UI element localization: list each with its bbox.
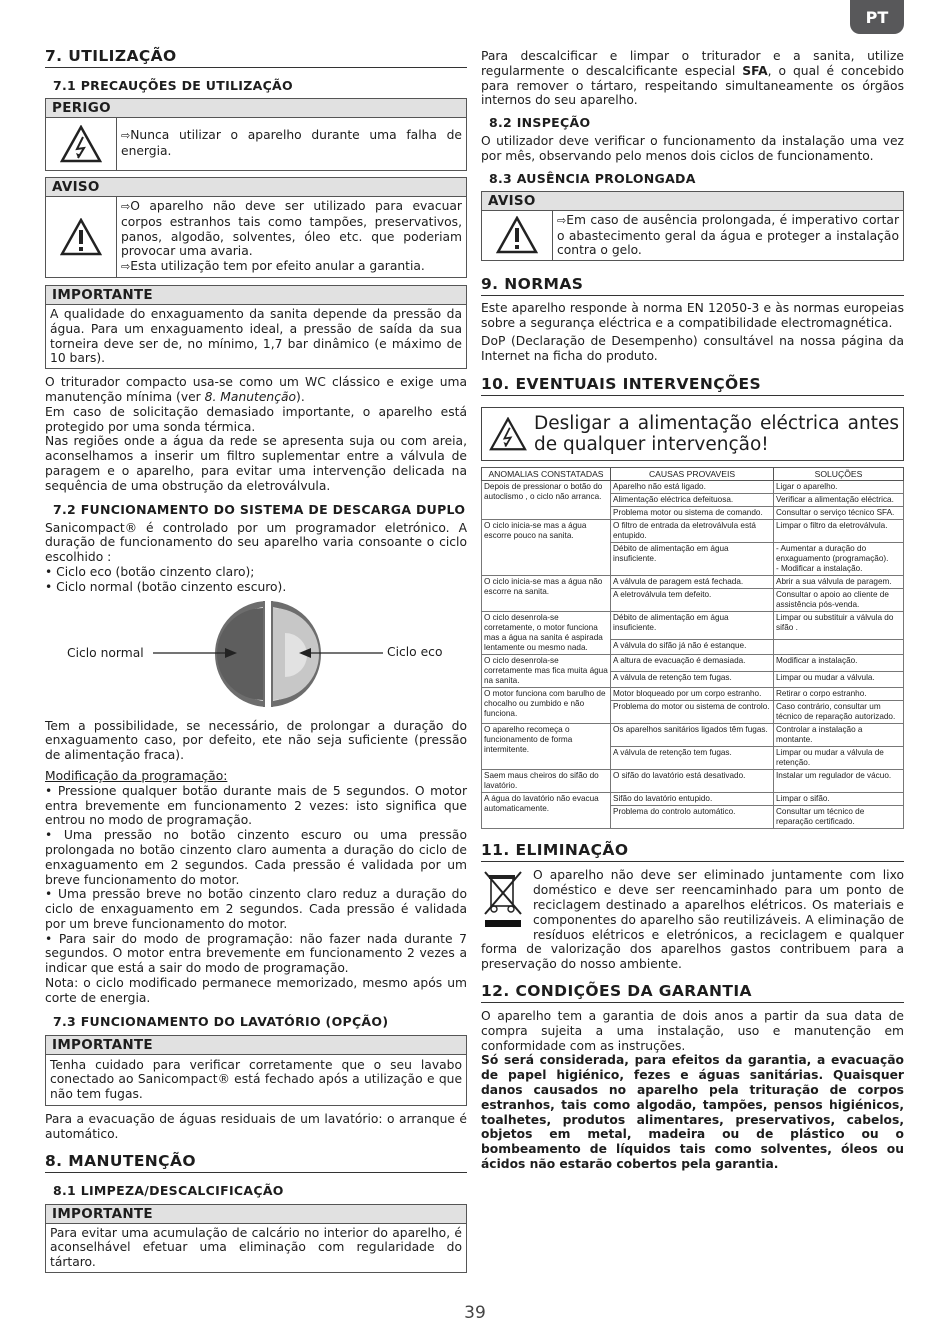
table-header: SOLUÇÕES bbox=[774, 468, 904, 481]
electric-hazard-icon bbox=[46, 118, 117, 170]
paragraph-thermal: Em caso de solicitação demasiado importante, o aparelho está protegido por uma sonda térmica. bbox=[45, 404, 467, 434]
danger-text: ⇨Nunca utilizar o aparelho durante uma falha de energia. bbox=[121, 128, 462, 158]
warning-box-absence bbox=[481, 191, 904, 261]
flush-button-figure bbox=[45, 599, 467, 719]
anomaly-cell: O aparelho recomeça o funcionamento de forma intermitente. bbox=[482, 724, 611, 770]
cycle-normal-label: Ciclo normal bbox=[67, 645, 144, 660]
paragraph-descaling: Para descalcificar e limpar o triturador e a sanita, utilize regularmente o descalcificante especial SFA, o qual é concebido para remover o tártaro, respeitando simultaneamente os órgãos internos do seu aparelho. bbox=[481, 49, 904, 108]
table-row bbox=[482, 688, 904, 701]
table-row bbox=[482, 612, 904, 639]
solution-cell: - Aumentar a duração do enxaguamento (programação). - Modificar a instalação. bbox=[774, 543, 904, 576]
programming-title: Modificação da programação: bbox=[45, 768, 228, 783]
section-9-title: 9. NORMAS bbox=[481, 275, 904, 296]
warning-icon bbox=[482, 211, 553, 260]
list-item: • Ciclo normal (botão cinzento escuro). bbox=[45, 579, 287, 594]
solution-cell: Limpar ou mudar a válvula. bbox=[774, 671, 904, 688]
paragraph-filter: Nas regiões onde a água da rede se apresenta suja ou com areia, aconselhamos a inserir um filtro suplementar entre a válvula de paragem e o aparelho, para evitar uma intervenção delicada na sequência de uma obstrução da eletroválvula. bbox=[45, 434, 467, 493]
cause-cell: O sifão do lavatório está desativado. bbox=[611, 770, 774, 793]
cause-cell: Problema do controlo automático. bbox=[611, 806, 774, 829]
solution-cell: Verificar a alimentação eléctrica. bbox=[774, 494, 904, 507]
important-box-head: IMPORTANTE bbox=[46, 286, 466, 305]
danger-box bbox=[45, 98, 467, 171]
solution-cell: Limpar o sifão. bbox=[774, 793, 904, 806]
power-warning-box bbox=[481, 407, 904, 461]
cause-cell: Sifão do lavatório entupido. bbox=[611, 793, 774, 806]
wheelie-bin-crossed-icon bbox=[481, 868, 527, 932]
important-box-pressure bbox=[45, 285, 467, 369]
solution-cell: Caso contrário, consultar um técnico de reparação autorizado. bbox=[774, 701, 904, 724]
solution-cell: Instalar um regulador de vácuo. bbox=[774, 770, 904, 793]
table-row bbox=[482, 481, 904, 494]
anomaly-cell: O ciclo inicia-se mas a água não escorre na sanita. bbox=[482, 576, 611, 612]
section-10-title: 10. EVENTUAIS INTERVENÇÕES bbox=[481, 375, 904, 396]
anomaly-cell: O ciclo desenrola-se corretamente mas fica muita água na sanita. bbox=[482, 655, 611, 688]
cause-cell: Aparelho não está ligado. bbox=[611, 481, 774, 494]
programming-step-4: • Para sair do modo de programação: não fazer nada durante 7 segundos. O motor entra brevemente em funcionamento 2 vezes a indicar que está a sair do modo de programação. bbox=[45, 931, 467, 976]
table-body bbox=[482, 481, 904, 829]
cause-cell: A válvula de retenção tem fugas. bbox=[611, 671, 774, 688]
paragraph-usage: O triturador compacto usa-se como um WC clássico e exige uma manutenção mínima (ver 8. Manutenção). bbox=[45, 375, 467, 404]
solution-cell: Retirar o corpo estranho. bbox=[774, 688, 904, 701]
anomaly-cell: Saem maus cheiros do sifão do lavatório. bbox=[482, 770, 611, 793]
anomaly-cell: O motor funciona com barulho de chocalho ou zumbido e não funciona. bbox=[482, 688, 611, 724]
solution-cell: Limpar ou mudar a válvula de retenção. bbox=[774, 747, 904, 770]
table-row bbox=[482, 724, 904, 747]
solution-cell bbox=[774, 639, 904, 655]
anomaly-cell: A água do lavatório não evacua automaticamente. bbox=[482, 793, 611, 829]
section-8-3-title: 8.3 AUSÊNCIA PROLONGADA bbox=[489, 170, 696, 186]
paragraph-standards: Este aparelho responde à norma EN 12050-3 e às normas europeias sobre a segurança eléctrica e a compatibilidade electromagnética. bbox=[481, 301, 904, 330]
cause-cell: O filtro de entrada da eletroválvula está entupido. bbox=[611, 520, 774, 543]
section-7-3-title: 7.3 FUNCIONAMENTO DO LAVATÓRIO (OPÇÃO) bbox=[53, 1013, 389, 1029]
paragraph-dop: DoP (Declaração de Desempenho) consultável na nossa página da Internet na ficha do produto. bbox=[481, 333, 904, 363]
important-descaling-text: Para evitar uma acumulação de calcário no interior do aparelho, é aconselhável efetuar uma eliminação com regularidade do tártaro. bbox=[50, 1225, 462, 1270]
warning-box-head: AVISO bbox=[46, 178, 466, 197]
paragraph-warranty: O aparelho tem a garantia de dois anos a partir da sua data de compra sujeita a uma instalação, uso e manutenção em conformidade com as instruções. bbox=[481, 1008, 904, 1053]
warning-absence-text: ⇨Em caso de ausência prolongada, é imperativo cortar o abastecimento geral da água e proteger a instalação contra o gelo. bbox=[557, 212, 899, 258]
cycle-list bbox=[45, 565, 467, 595]
cause-cell: Alimentação eléctrica defeituosa. bbox=[611, 494, 774, 507]
paragraph-warranty-exclusions: Só será considerada, para efeitos da garantia, a evacuação de papel higiénico, fezes e águas sanitárias. Quaisquer danos causados no aparelho pela trituração de corpos estranhos, tais como algodão, tampões, pensos higiénicos, toalhetes, produtos alimentares, preservativos, cabelos, objetos em metal, madeira ou de plástico ou o bombeamento de líquidos tais como solventes, óleos ou ácidos não estarão cobertos pela garantia. bbox=[481, 1053, 904, 1171]
important-box-head: IMPORTANTE bbox=[46, 1036, 466, 1055]
paragraph-extend: Tem a possibilidade, se necessário, de prolongar a duração do enxaguamento caso, por defeito, ete não seja suficiente (pressão de alimentação fraca). bbox=[45, 718, 467, 763]
cause-cell: A altura de evacuação é demasiada. bbox=[611, 655, 774, 672]
disposal-block bbox=[481, 868, 904, 972]
section-8-title: 8. MANUTENÇÃO bbox=[45, 1152, 467, 1173]
danger-box-head: PERIGO bbox=[46, 99, 466, 118]
anomaly-cell: O ciclo desenrola-se corretamente, o motor funciona mas a água na sanita é aspirada lentamente ou mesmo nada. bbox=[482, 612, 611, 655]
section-7-2-title: 7.2 FUNCIONAMENTO DO SISTEMA DE DESCARGA DUPLO bbox=[53, 501, 466, 517]
cause-cell: Débito de alimentação em água insuficiente. bbox=[611, 612, 774, 639]
section-8-2-title: 8.2 INSPEÇÃO bbox=[489, 115, 591, 131]
page-number: 39 bbox=[464, 1303, 486, 1323]
section-11-title: 11. ELIMINAÇÃO bbox=[481, 841, 904, 862]
cause-cell: A válvula de retenção tem fugas. bbox=[611, 747, 774, 770]
paragraph-sanicompact: Sanicompact® é controlado por um programador eletrónico. A duração de funcionamento do seu aparelho varia consoante o ciclo escolhido : bbox=[45, 520, 467, 565]
table-row bbox=[482, 793, 904, 806]
right-column bbox=[481, 49, 904, 1172]
solution-cell: Limpar o filtro da eletroválvula. bbox=[774, 520, 904, 543]
power-warning-text: Desligar a alimentação eléctrica antes de qualquer intervenção! bbox=[534, 413, 899, 456]
section-8-1-title: 8.1 LIMPEZA/DESCALCIFICAÇÃO bbox=[53, 1182, 284, 1198]
solution-cell: Modificar a instalação. bbox=[774, 655, 904, 672]
cause-cell: Problema motor ou sistema de comando. bbox=[611, 507, 774, 520]
paragraph-washbasin: Para a evacuação de águas residuais de um lavatório: o arranque é automático. bbox=[45, 1112, 467, 1141]
list-item: • Ciclo eco (botão cinzento claro); bbox=[45, 564, 255, 579]
paragraph-disposal: O aparelho não deve ser eliminado juntamente com lixo doméstico e deve ser reencaminhado para um ponto de reciclagem destinado a aparelhos elétricos. Os materiais e componentes do aparelho são reutilizáveis. A eliminação de resíduos elétricos e eletrónicos, a reciclagem e qualquer forma de valorização dos aparelhos gastos contribuem para a preservação do nosso ambiente. bbox=[481, 868, 904, 972]
solution-cell: Ligar o aparelho. bbox=[774, 481, 904, 494]
cause-cell: Motor bloqueado por um corpo estranho. bbox=[611, 688, 774, 701]
electric-hazard-icon bbox=[482, 417, 534, 451]
paragraph-inspection: O utilizador deve verificar o funcionamento da instalação uma vez por mês, observando pelo menos dois ciclos de funcionamento. bbox=[481, 134, 904, 163]
cause-cell: Os aparelhos sanitários ligados têm fugas. bbox=[611, 724, 774, 747]
table-row bbox=[482, 770, 904, 793]
anomaly-cell: O ciclo inicia-se mas a água escorre pouco na sanita. bbox=[482, 520, 611, 576]
anomaly-cell: Depois de pressionar o botão do autoclismo , o ciclo não arranca. bbox=[482, 481, 611, 520]
warning-icon bbox=[46, 197, 117, 277]
warning-box bbox=[45, 177, 467, 278]
solution-cell: Limpar ou substituir a válvula do sifão . bbox=[774, 612, 904, 639]
left-column bbox=[45, 47, 467, 1273]
warning-text-2: ⇨Esta utilização tem por efeito anular a garantia. bbox=[121, 259, 425, 274]
cause-cell: A válvula de paragem está fechada. bbox=[611, 576, 774, 589]
table-header: ANOMALIAS CONSTATADAS bbox=[482, 468, 611, 481]
cycle-eco-label: Ciclo eco bbox=[387, 644, 443, 659]
programming-step-2: • Uma pressão no botão cinzento escuro ou uma pressão prolongada no botão cinzento claro aumenta a duração do ciclo de enxaguamento em 2 segundos. Cada pressão é validada por um breve funcionamento do motor. bbox=[45, 828, 467, 887]
important-box-descaling bbox=[45, 1204, 467, 1273]
solution-cell: Consultar um técnico de reparação certificado. bbox=[774, 806, 904, 829]
troubleshooting-table bbox=[481, 467, 904, 829]
important-box-head: IMPORTANTE bbox=[46, 1205, 466, 1224]
section-7-1-title: 7.1 PRECAUÇÕES DE UTILIZAÇÃO bbox=[53, 78, 293, 93]
important-washbasin-text: Tenha cuidado para verificar corretamente que o seu lavabo conectado ao Sanicompact® está fechado após a utilização e que não tem fugas. bbox=[50, 1057, 463, 1102]
cause-cell: Problema do motor ou sistema de controlo. bbox=[611, 701, 774, 724]
table-row bbox=[482, 655, 904, 672]
section-7-title: 7. UTILIZAÇÃO bbox=[45, 47, 467, 68]
solution-cell: Consultar o serviço técnico SFA. bbox=[774, 507, 904, 520]
cause-cell: A válvula do sifão já não é estanque. bbox=[611, 639, 774, 655]
cause-cell: A eletroválvula tem defeito. bbox=[611, 589, 774, 612]
important-text: A qualidade do enxaguamento da sanita depende da pressão da água. Para um enxaguamento ideal, a pressão de saída da sua torneira deve ser de, no mínimo, 1,7 bar dinâmico (e máximo de 10 bars). bbox=[50, 306, 462, 366]
programming-note: Nota: o ciclo modificado permanece memorizado, mesmo após um corte de energia. bbox=[45, 976, 467, 1005]
solution-cell: Abrir a sua válvula de paragem. bbox=[774, 576, 904, 589]
programming-step-3: • Uma pressão breve no botão cinzento claro reduz a duração do ciclo de enxaguamento em 2 segundos. Cada pressão é validada por um breve funcionamento do motor. bbox=[45, 887, 467, 931]
programming-step-1: • Pressione qualquer botão durante mais de 5 segundos. O motor entra brevemente em funcionamento 2 vezes: isto significa que entrou no modo de programação. bbox=[45, 783, 467, 828]
table-row bbox=[482, 576, 904, 589]
table-header: CAUSAS PROVAVEIS bbox=[611, 468, 774, 481]
solution-cell: Consultar o apoio ao cliente de assistência pós-venda. bbox=[774, 589, 904, 612]
table-row bbox=[482, 520, 904, 543]
cause-cell: Débito de alimentação em água insuficiente. bbox=[611, 543, 774, 576]
solution-cell: Controlar a instalação a montante. bbox=[774, 724, 904, 747]
important-box-washbasin bbox=[45, 1035, 467, 1106]
language-tab: PT bbox=[850, 0, 904, 34]
warning-box-head: AVISO bbox=[482, 192, 903, 211]
warning-text-1: ⇨O aparelho não deve ser utilizado para evacuar corpos estranhos tais como tampões, preservativos, panos, algodão, solventes, óleo etc. que poderiam provocar uma avaria. bbox=[121, 199, 462, 259]
section-12-title: 12. CONDIÇÕES DA GARANTIA bbox=[481, 982, 904, 1003]
